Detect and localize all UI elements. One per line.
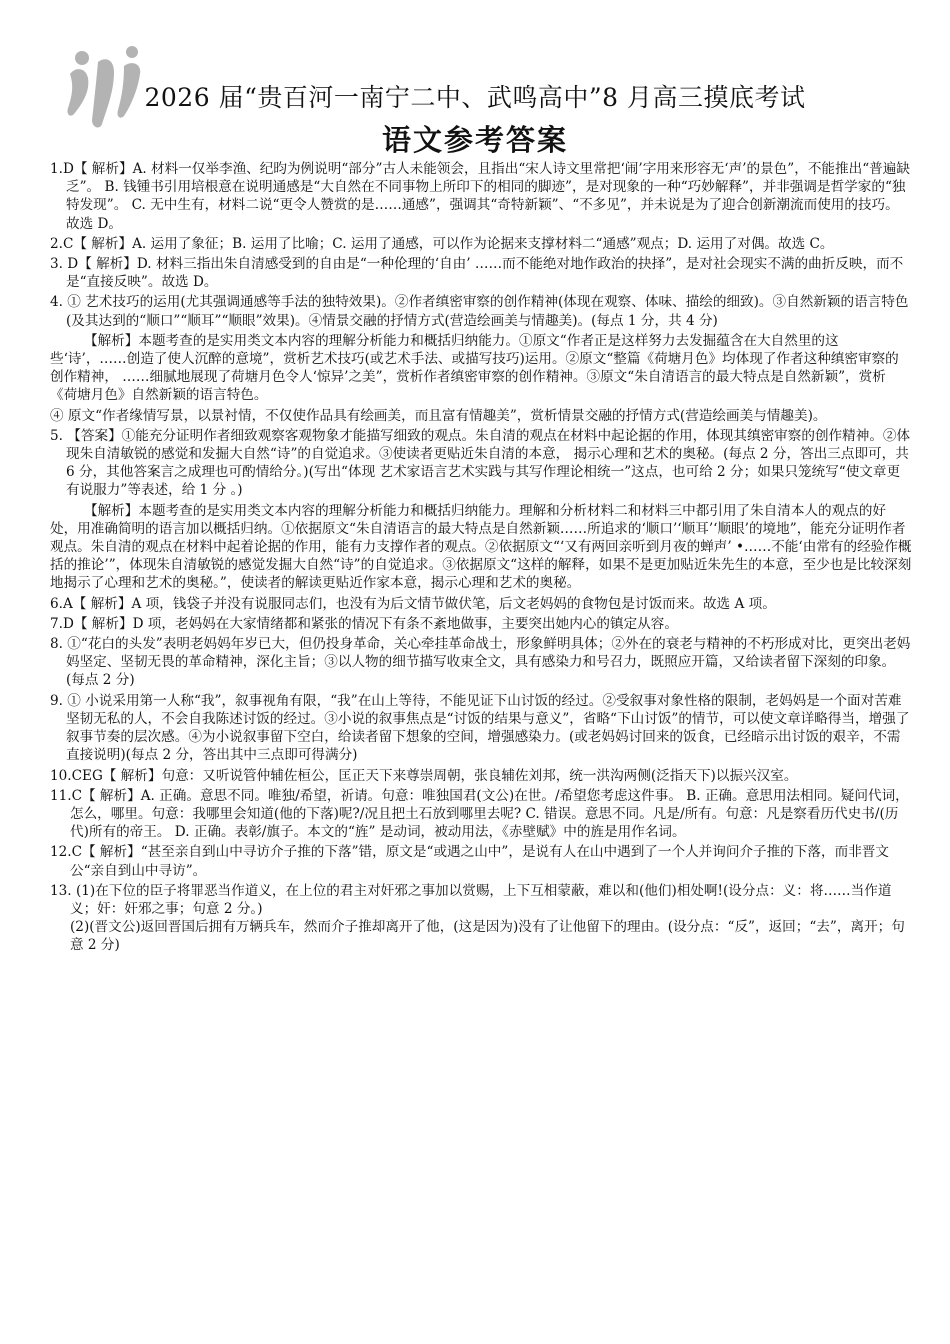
answer-item-9: 9. ① 小说采用第一人称“我”，叙事视角有限，“我”在山上等待，不能见证下山讨饭的经过。②受叙事对象性格的限制，老妈妈是一个面对苦难坚韧无私的人，不会自我陈述讨饭的经过。③小说的叙事焦点是“讨饭的结果与意义”，省略“下山讨饭”的情节，可以使文章详略得当，增强了叙事节奏的层次感。④为小说叙事留下空白，给读者留下想象的空间，增强感染力。(或老妈妈讨回来的饭食，已经暗示出讨饭的艰辛，不需直接说明)(每点 2 分，答出其中三点即可得满分) (50, 692, 910, 764)
item-13-part-1: (1)在下位的臣子将罪恶当作道义，在上位的君主对奸邪之事加以赏赐，上下互相蒙蔽，难以和(他们)相处啊!(设分点：义：将……当作道义；奸：奸邪之事；句意 2 分。) (70, 882, 892, 917)
answer-content (50, 160, 912, 957)
analysis-4-point-4: ④ 原文“作者缘情写景，以景衬情，不仅使作品具有绘画美，而且富有情趣美”，赏析情景交融的抒情方式(营造绘画美与情趣美)。 (50, 407, 827, 424)
item-13-label: 13. (50, 882, 72, 899)
analysis-4-paragraph: 【解析】本题考查的是实用类文本内容的理解分析能力和概括归纳能力。①原文“作者正是这样努力去发掘蕴含在大自然里的这些‘诗’，……创造了使人沉醉的意境”，赏析艺术技巧(或艺术手法、或描写技巧)运用。②原文“整篇《荷塘月色》均体现了作者这种缜密审察的创作精神， ……细腻地展现了荷塘月色令人‘惊异’之美”，赏析作者缜密审察的创作精神。③原文“朱自清语言的最大特点是自然新颖”，赏析《荷塘月色》自然新颖的语言特色。 (50, 332, 899, 404)
answer-item-3: 3. D【 解析】D. 材料三指出朱自清感受到的自由是“一种伦理的‘自由’ ……而不能绝对地作政治的抉择”，是对社会现实不满的曲折反映，而不是“直接反映”。故选 D。 (50, 256, 904, 291)
answer-item-4: 4. ① 艺术技巧的运用(尤其强调通感等手法的独特效果)。②作者缜密审察的创作精神(体现在观察、体味、描绘的细致)。③自然新颖的语言特色(及其达到的“顺口”“顺耳”“顺眼”效果)。④情景交融的抒情方式(营造绘画美与情趣美)。(每点 1 分，共 4 分) (50, 294, 909, 329)
answer-item-7: 7.D【 解析】D 项，老妈妈在大家情绪都和紧张的情况下有条不紊地做事，主要突出她内心的镇定从容。 (50, 615, 678, 632)
answer-item-1: 1.D【 解析】A. 材料一仅举李渔、纪昀为例说明“部分”古人未能领会，且指出“宋人诗文里常把‘闹’字用来形容无‘声’的景色”，不能推出“普遍缺乏”。 B. 钱锺书引用培根意在说明通感是“大自然在不同事物上所印下的相同的脚迹”，是对现象的一种“巧妙解释”，并非强调是哲学家的“独特发现”。 C. 无中生有，材料二说“更令人赞赏的是……通感”，强调其“奇特新颖”、“不多见”，并未说是为了迎合创新潮流而使用的技巧。故选 D。 (50, 161, 910, 232)
answer-item-5: 5. 【答案】①能充分证明作者细致观察客观物象才能描写细致的观点。朱自清的观点在材料中起论据的作用，体现其缜密审察的创作精神。②体现朱自清敏锐的感觉和发掘大自然“诗”的自觉追求。③使读者更贴近朱自清的本意， 揭示心理和艺术的奥秘。(每点 2 分，答出三点即可，共 6 分，其他答案言之成理也可酌情给分。)(写出“体现 艺术家语言艺术实践与其写作理论相统一”这点，也可给 2 分；如果只笼统写“使文章更有说服力”等表述，给 1 分 。) (50, 427, 911, 499)
answer-item-8: 8. ①“花白的头发”表明老妈妈年岁已大，但仍投身革命，关心牵挂革命战士，形象鲜明具体；②外在的衰老与精神的不朽形成对比，更突出老妈妈坚定、坚韧无畏的革命精神，深化主旨；③以人物的细节描写收束全文，具有感染力和号召力，既照应开篇，又给读者留下深刻的印象。(每点 2 分) (50, 636, 911, 689)
answer-item-11: 11.C【 解析】A. 正确。意思不同。唯独/希望，祈请。句意：唯独国君(文公)在世。/希望您考虑这件事。 B. 正确。意思用法相同。疑问代词，怎么，哪里。句意：我哪里会知道(他的下落)呢?/况且把土石放到哪里去呢? C. 错误。意思不同。凡是/所有。句意：凡是察看历代史书/(历代)所有的帝王。 D. 正确。表彰/旗子。本文的“旌” 是动词，被动用法，《赤壁赋》中的旌是用作名词。 (50, 787, 909, 841)
answer-key-heading: 语文参考答案 (381, 123, 568, 157)
analysis-5-paragraph: 【解析】本题考查的是实用类文本内容的理解分析能力和概括归纳能力。理解和分析材料二和材料三中都引用了朱自清本人的观点的好处，用准确简明的语言加以概括归纳。①依据原文“朱自清语言的最大特点是自然新颖……所追求的‘顺口’‘顺耳’‘顺眼’的境地”，能充分证明作者观点。朱自清的观点在材料中起着论据的作用，能有力支撑作者的观点。②依据原文“‘又有两回亲听到月夜的蝉声’ •……不能‘由常有的经验作概括的推论’”，体现朱自清敏锐的感觉发掘大自然“诗”的自觉追求。③依据原文“这样的解释，如果不是更加贴近朱先生的本意，至少也是比较深刻地揭示了心理和艺术的奥秘。”，使读者的解读更贴近作家本意，揭示心理和艺术的奥秘。 (50, 502, 912, 592)
item-13-part-2: (2)(晋文公)返回晋国后拥有万辆兵车，然而介子推却离开了他，(这是因为)没有了让他留下的理由。(设分点：“反”，返回；“去”，离开；句意 2 分) (70, 919, 905, 954)
answer-item-2: 2.C【 解析】A. 运用了象征；B. 运用了比喻；C. 运用了通感，可以作为论据来支撑材料二“通感”观点；D. 运用了对偶。故选 C。 (50, 235, 834, 252)
answer-item-12: 12.C【 解析】“甚至亲自到山中寻访介子推的下落”错，原文是“或遇之山中”，是说有人在山中遇到了一个人并询问介子推的下落，而非晋文公“亲自到山中寻访”。 (50, 844, 889, 879)
answer-item-6: 6.A【 解析】A 项，钱袋子并没有说服同志们，也没有为后文情节做伏笔，后文老妈妈的食物包是讨饭而来。故选 A 项。 (50, 595, 776, 612)
exam-title: 2026 届“贵百河一南宁二中、武鸣高中”8 月高三摸底考试 (144, 83, 806, 112)
answer-item-13 (50, 882, 912, 955)
answer-item-10: 10.CEG【 解析】句意：又听说管仲辅佐桓公，匡正天下来尊崇周朝，张良辅佐刘邦，统一洪沟两侧(泛指天下)以振兴汉室。 (50, 767, 798, 784)
